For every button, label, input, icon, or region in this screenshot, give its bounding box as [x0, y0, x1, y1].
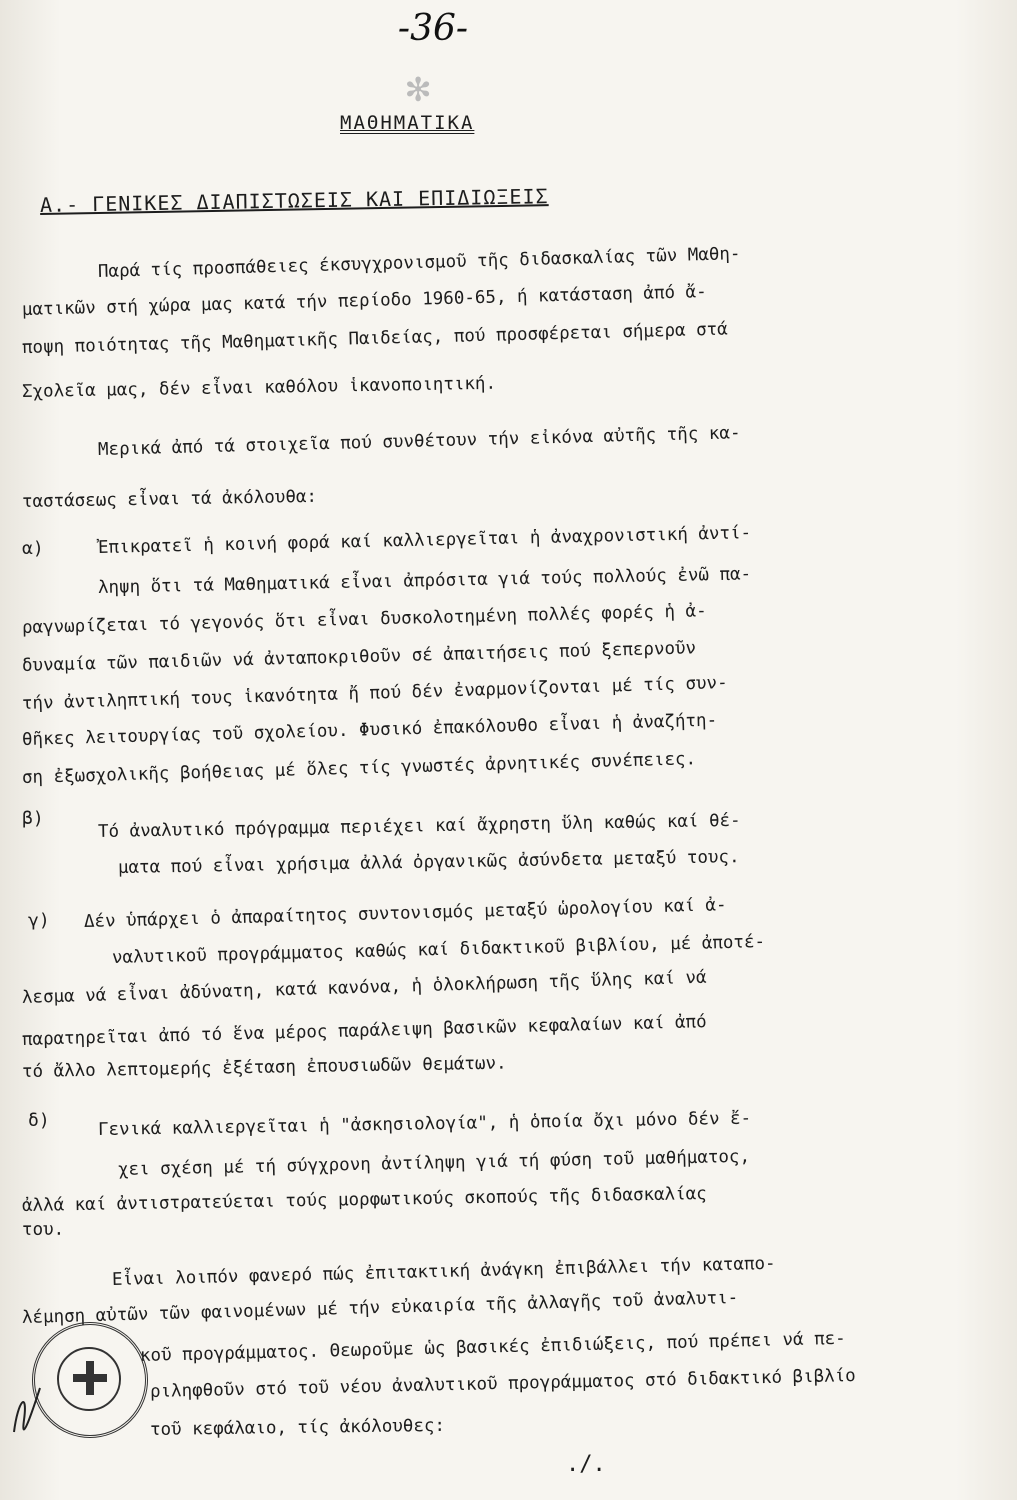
item-marker-c: γ)	[28, 910, 50, 931]
item-c-line: λεσμα νά εἶναι ἀδύνατη, κατά κανόνα, ἡ ὁλοκλήρωση τῆς ὕλης καί νά	[21, 967, 707, 1008]
item-a-line: Ἐπικρατεῖ ἡ κοινή φορά καί καλλιεργεῖται ἡ ἀναχρονιστική ἀντί-	[97, 523, 752, 558]
handwritten-signature	[6, 1380, 46, 1440]
item-a-line: ραγνωρίζεται τό γεγονός ὅτι εἶναι δυσκολοτημένη πολλές φορές ἡ ἀ-	[21, 601, 707, 638]
item-marker-b: β)	[22, 808, 44, 829]
item-c-line: ναλυτικοῦ προγράμματος καθώς καί διδακτικοῦ βιβλίου, μέ ἀποτέ-	[111, 932, 766, 968]
item-marker-d: δ)	[28, 1110, 50, 1131]
seal-cross-emblem	[73, 1361, 107, 1395]
item-a-line: τήν ἀντιληπτική τους ἱκανότητα ἤ πού δέν ἐναρμονίζονται μέ τίς συν-	[21, 673, 728, 714]
official-seal-stamp	[32, 1322, 148, 1438]
paragraph-line: ματικῶν στή χώρα μας κατά τήν περίοδο 1960-65, ή κατάσταση ἀπό ἄ-	[21, 282, 707, 320]
paragraph-line: ποψη ποιότητας τῆς Μαθηματικῆς Παιδείας, πού προσφέρεται σήμερα στά	[21, 319, 728, 358]
item-a-line: δυναμία τῶν παιδιῶν νά ἀνταποκριθοῦν σέ ἀπαιτήσεις πού ξεπερνοῦν	[21, 638, 697, 676]
paragraph-line: Σχολεῖα μας, δέν εἶναι καθόλου ἱκανοποιητική.	[21, 373, 497, 402]
faint-emblem: ✻	[405, 65, 431, 111]
conclusion-line: ριληφθοῦν στό τοῦ νέου ἀναλυτικοῦ προγράμματος στό διδακτικό βιβλίο	[149, 1365, 856, 1402]
item-b-line: Τό ἀναλυτικό πρόγραμμα περιέχει καί ἄχρηστη ὕλη καθώς καί θέ-	[97, 810, 741, 842]
item-c-line: παρατηρεῖται ἀπό τό ἕνα μέρος παράλειψη βασικῶν κεφαλαίων καί ἀπό	[21, 1012, 707, 1050]
item-d-line: ἀλλά καί ἀντιστρατεύεται τούς μορφωτικούς σκοπούς τῆς διδασκαλίας	[21, 1184, 707, 1216]
item-a-line: ση ἐξωσχολικῆς βοήθειας μέ ὅλες τίς γνωστές ἀρνητικές συνέπειες.	[21, 749, 697, 788]
paragraph-line: Μερικά ἀπό τά στοιχεῖα πού συνθέτουν τήν εἰκόνα αὐτῆς τῆς κα-	[97, 423, 741, 460]
item-c-line: Δέν ὑπάρχει ὁ ἀπαραίτητος συντονισμός μεταξύ ὡρολογίου καί ἀ-	[83, 895, 727, 932]
conclusion-line: λέμηση αὐτῶν τῶν φαινομένων μέ τήν εὐκαιρία τῆς ἀλλαγῆς τοῦ ἀναλυτι-	[21, 1287, 739, 1328]
item-b-line: ματα πού εἶναι χρήσιμα ἀλλά ὀργανικῶς ἀσύνδετα μεταξύ τους.	[117, 847, 740, 878]
item-marker-a: α)	[22, 538, 44, 559]
item-d-line: Γενικά καλλιεργεῖται ἡ "ἀσκησιολογία", ἡ ὁποία ὄχι μόνο δέν ἔ-	[97, 1108, 752, 1140]
paragraph-line: Παρά τίς προσπάθειες έκσυγχρονισμοῦ τῆς διδασκαλίας τῶν Μαθη-	[97, 244, 741, 282]
item-c-line: τό ἄλλο λεπτομερής ἐξέταση ἐπουσιωδῶν θεμάτων.	[21, 1053, 507, 1082]
paragraph-line: ταστάσεως εἶναι τά ἀκόλουθα:	[21, 486, 318, 512]
item-a-line: ληψη ὅτι τά Μαθηματικά εἶναι ἀπρόσιτα γιά τούς πολλούς ἐνῶ πα-	[97, 564, 752, 598]
item-a-line: θῆκες λειτουργίας τοῦ σχολείου. Φυσικό ἐπακόλουθο εἶναι ἡ ἀναζήτη-	[21, 710, 718, 750]
conclusion-line: Εἶναι λοιπόν φανερό πώς ἐπιτακτική ἀνάγκη ἐπιβάλλει τήν καταπο-	[111, 1253, 776, 1290]
conclusion-line: κοῦ προγράμματος. Θεωροῦμε ὡς βασικές ἐπιδιώξεις, πού πρέπει νά πε-	[139, 1328, 846, 1366]
page-number: -36-	[397, 8, 469, 49]
item-d-line: χει σχέση μέ τή σύγχρονη ἀντίληψη γιά τή φύση τοῦ μαθήματος,	[117, 1146, 751, 1180]
end-mark: ./.	[566, 1452, 606, 1477]
conclusion-line: τοῦ κεφάλαιο, τίς ἀκόλουθες:	[149, 1415, 446, 1440]
section-heading: Α.- ΓΕΝΙΚΕΣ ΔΙΑΠΙΣΤΩΣΕΙΣ ΚΑΙ ΕΠΙΔΙΩΞΕΙΣ	[39, 184, 549, 217]
document-title: ΜΑΘΗΜΑΤΙΚΑ	[340, 112, 475, 134]
item-d-line: του.	[21, 1219, 65, 1240]
